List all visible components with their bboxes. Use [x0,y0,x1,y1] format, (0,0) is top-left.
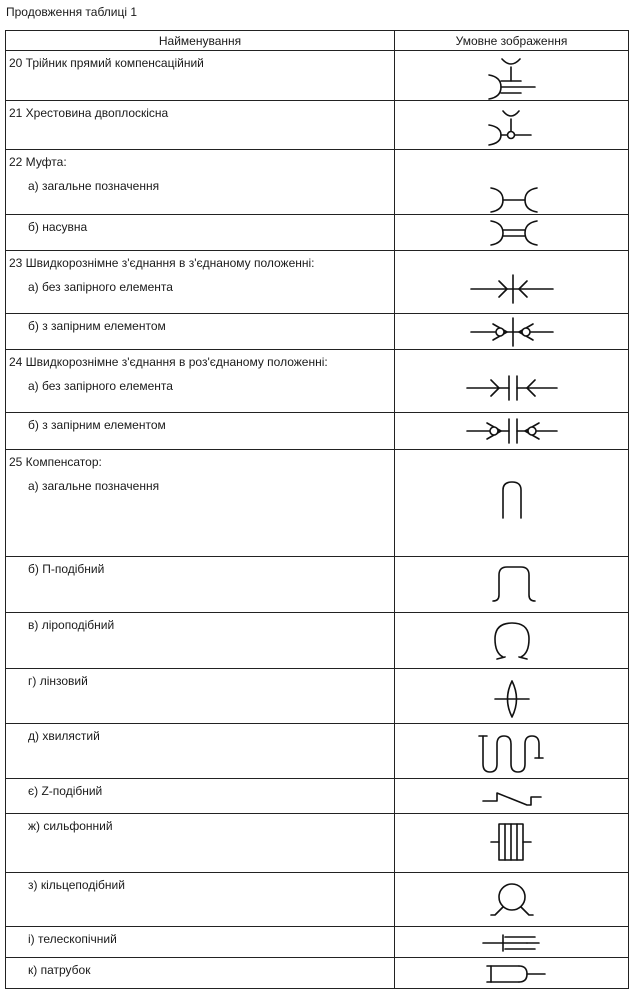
table-row [6,927,629,958]
row-name-cell [6,779,395,814]
bellows-compensator-icon [395,814,629,873]
row-name-cell [6,814,395,873]
table-row [6,51,629,101]
row-subitem-label: і) телескопічний [28,932,117,946]
quick-connect-separated-icon [395,350,629,413]
table-row [6,413,629,450]
row-symbol-cell [395,724,629,779]
table-caption: Продовження таблиці 1 [6,5,138,19]
row-item-label: 22 Муфта: [9,155,67,169]
lens-compensator-icon [395,669,629,724]
row-item-label: 24 Швидкорознімне з'єднання в роз'єднаному положенні: [9,355,328,369]
row-subitem-label: к) патрубок [28,963,91,977]
row-symbol-cell [395,958,629,989]
row-item-label: 23 Швидкорознімне з'єднання в з'єднаному положенні: [9,256,315,270]
telescopic-compensator-icon [395,927,629,958]
z-shaped-compensator-icon [395,779,629,814]
table-row [6,779,629,814]
row-subitem-label: г) лінзовий [28,674,88,688]
row-symbol-cell [395,814,629,873]
row-item-label: 21 Хрестовина двоплоскісна [9,106,169,120]
row-name-cell [6,314,395,350]
row-subitem-label: б) з запірним елементом [28,319,166,333]
table-row [6,350,629,413]
coupling-general-icon [395,150,629,215]
wavy-compensator-icon [395,724,629,779]
row-subitem-label: б) П-подібний [28,562,105,576]
row-subitem-label: б) з запірним елементом [28,418,166,432]
row-symbol-cell [395,51,629,101]
row-subitem-label: з) кільцеподібний [28,878,125,892]
table-row [6,557,629,613]
header-name: Найменування [6,31,395,51]
two-plane-cross-icon [395,101,629,150]
row-symbol-cell [395,413,629,450]
row-symbol-cell [395,150,629,215]
table-row [6,314,629,350]
row-symbol-cell [395,215,629,251]
row-name-cell [6,873,395,927]
row-symbol-cell [395,450,629,557]
ring-compensator-icon [395,873,629,927]
row-symbol-cell [395,314,629,350]
row-subitem-label: а) без запірного елемента [28,280,173,294]
table-row [6,613,629,669]
row-symbol-cell [395,251,629,314]
row-symbol-cell [395,613,629,669]
table-row [6,814,629,873]
lyre-compensator-icon [395,613,629,669]
table-row [6,101,629,150]
quick-connect-joined-icon [395,251,629,314]
row-subitem-label: а) загальне позначення [28,179,160,193]
row-name-cell [6,51,395,101]
row-item-label: 20 Трійник прямий компенсаційний [9,56,204,70]
table-row [6,669,629,724]
row-subitem-label: є) Z-подібний [28,784,103,798]
row-symbol-cell [395,927,629,958]
table-header-row [6,31,629,51]
row-item-label: 25 Компенсатор: [9,455,102,469]
row-subitem-label: ж) сильфонний [28,819,113,833]
quick-connect-separated-valved-icon [395,413,629,450]
row-subitem-label: в) ліроподібний [28,618,115,632]
table-row [6,150,629,215]
row-name-cell [6,450,395,557]
row-subitem-label: а) загальне позначення [28,479,160,493]
row-symbol-cell [395,873,629,927]
row-symbol-cell [395,350,629,413]
table-row [6,251,629,314]
row-symbol-cell [395,557,629,613]
u-shaped-compensator-icon [395,557,629,613]
row-name-cell [6,350,395,413]
table-row [6,873,629,927]
table-row [6,450,629,557]
row-name-cell [6,613,395,669]
row-name-cell [6,958,395,989]
row-symbol-cell [395,779,629,814]
row-symbol-cell [395,101,629,150]
symbols-table [5,30,629,989]
row-name-cell [6,927,395,958]
row-name-cell [6,413,395,450]
row-name-cell [6,724,395,779]
row-name-cell [6,669,395,724]
slip-on-coupling-icon [395,215,629,251]
compensator-general-icon [395,450,629,557]
quick-connect-joined-valved-icon [395,314,629,350]
row-name-cell [6,101,395,150]
row-subitem-label: а) без запірного елемента [28,379,173,393]
branch-pipe-icon [395,958,629,989]
row-subitem-label: б) насувна [28,220,88,234]
compensating-tee-icon [395,51,629,101]
row-name-cell [6,557,395,613]
table-row [6,724,629,779]
row-name-cell [6,251,395,314]
row-symbol-cell [395,669,629,724]
row-name-cell [6,150,395,215]
table-row [6,215,629,251]
row-name-cell [6,215,395,251]
header-symbol: Умовне зображення [395,31,629,51]
row-subitem-label: д) хвилястий [28,729,100,743]
table-row [6,958,629,989]
